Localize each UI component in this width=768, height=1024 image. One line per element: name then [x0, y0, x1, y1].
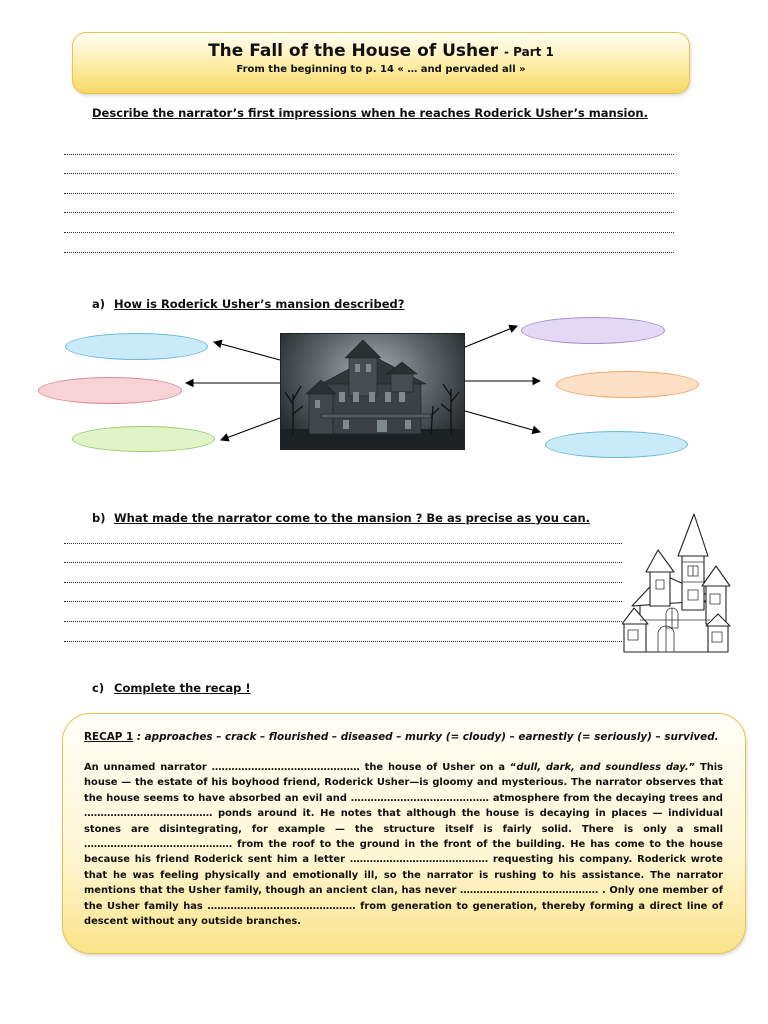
answer-bubble-top-left[interactable] — [65, 333, 208, 360]
haunted-house-sketch — [622, 510, 734, 658]
question-b — [92, 511, 590, 525]
recap-box — [62, 713, 746, 954]
arrow-to-bottom-left — [221, 418, 280, 440]
arrow-to-top-right — [465, 326, 517, 347]
intro-question-text: Describe the narrator’s first impressions when he reaches Roderick Usher’s mansion. — [92, 106, 648, 120]
question-c-text: Complete the recap ! — [114, 681, 251, 695]
answer-line[interactable] — [64, 544, 622, 564]
answer-bubble-bottom-right[interactable] — [545, 431, 688, 458]
answer-line[interactable] — [64, 622, 622, 642]
question-a-text: How is Roderick Usher’s mansion described? — [114, 297, 405, 311]
answer-lines-b[interactable] — [64, 524, 622, 642]
question-b-text: What made the narrator come to the mansion ? Be as precise as you can. — [114, 511, 591, 525]
recap-quote: dull, dark, and soundless day. — [516, 762, 689, 773]
question-c — [92, 681, 251, 695]
recap-words: : approaches – crack – flourished – diseased – murky (= cloudy) – earnestly (= seriously) – survived. — [133, 731, 719, 743]
answer-bubble-middle-left[interactable] — [38, 377, 182, 404]
answer-bubble-bottom-left[interactable] — [72, 426, 215, 452]
answer-line[interactable] — [64, 563, 622, 583]
question-b-letter: b) — [92, 511, 106, 525]
recap-label: RECAP 1 — [84, 731, 134, 743]
answer-line[interactable] — [64, 602, 622, 622]
answer-line[interactable] — [64, 583, 622, 603]
arrow-to-bottom-right — [465, 411, 540, 432]
title-text: The Fall of the House of Usher — [208, 41, 499, 61]
answer-bubble-middle-right[interactable] — [556, 371, 699, 398]
recap-paragraph[interactable] — [84, 760, 723, 929]
question-c-letter: c) — [92, 681, 105, 695]
mansion-picture — [281, 334, 465, 450]
arrow-to-top-left — [214, 342, 280, 360]
recap-text-part-1: An unnamed narrator ……………………………………… the house of Usher on a “ — [84, 762, 517, 773]
question-a-letter: a) — [92, 297, 106, 311]
title-part: - Part 1 — [504, 45, 554, 59]
recap-word-bank — [84, 730, 723, 744]
answer-line[interactable] — [64, 524, 622, 544]
haunted-mansion-image — [280, 333, 465, 450]
recap-text-part-2: ” This house — the estate of his boyhood friend, Roderick Usher—is gloomy and mysterious. The narrator observes that the house seems to have absorbed an evil and …………………………………… atmosphere from the decaying trees and ………………………………… ponds around it. He notes that although the house is decaying in places — individual stones are disintegrating, for example — the structure itself is fairly solid. There is only a small ……………………………………… from the roof to the ground in the front of the building. He has come to the house because his friend Roderick sent him a letter …………………………………… requesting his company. Roderick wrote that he was feeling physically and emotionally ill, so the narrator is rushing to his assistance. The narrator mentions that the Usher family, though an ancient clan, has never …………………………………… . Only one member of the Usher family has ……………………………………… from generation to generation, thereby forming a direct line of descent without any outside branches. — [84, 762, 723, 928]
answer-bubble-top-right[interactable] — [521, 317, 665, 344]
page-subtitle: From the beginning to p. 14 « … and pervaded all » — [236, 64, 526, 75]
